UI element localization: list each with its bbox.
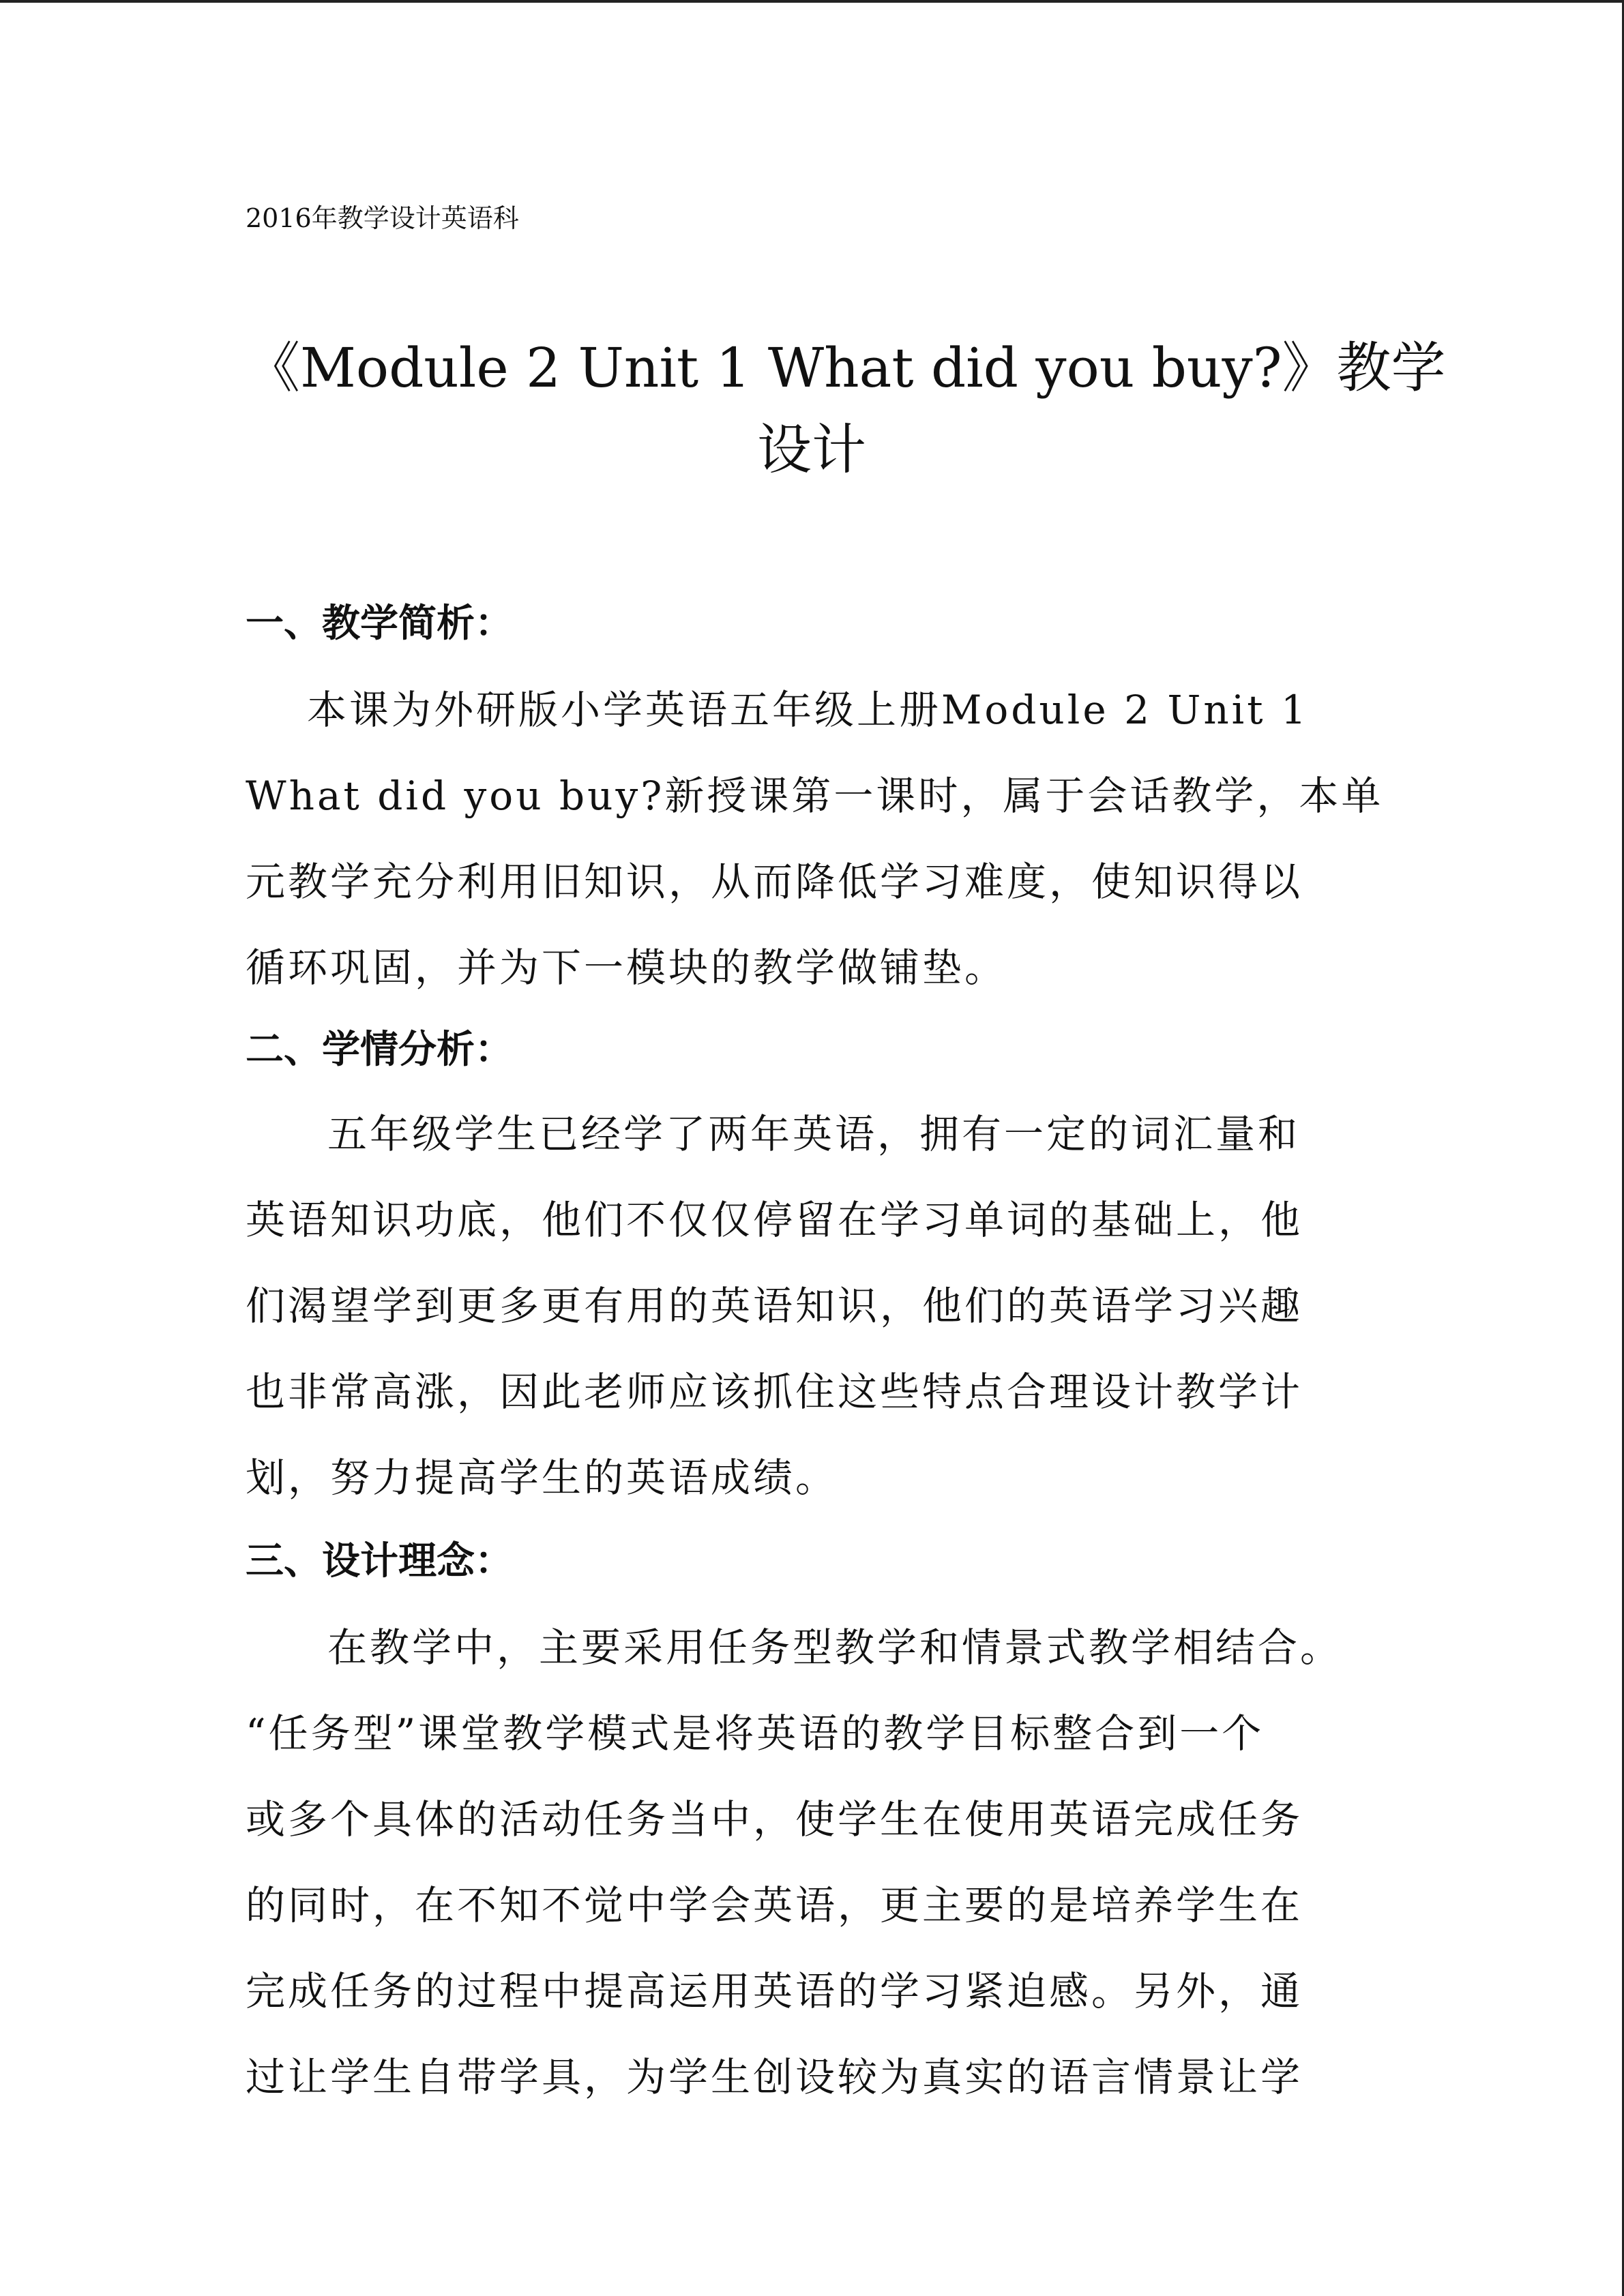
document-title (246, 327, 1446, 491)
section-heading-design-concept: 三、设计理念： (246, 1539, 513, 1583)
paragraph-line: 们渴望学到更多更有用的英语知识，他们的英语学习兴趣 (246, 1283, 1303, 1329)
paragraph-line: 英语知识功底，他们不仅仅停留在学习单词的基础上，他 (246, 1197, 1303, 1243)
paragraph-line: 循环巩固，并为下一模块的教学做铺垫。 (246, 944, 1007, 991)
paragraph-line: 也非常高涨，因此老师应该抓住这些特点合理设计教学计 (246, 1369, 1303, 1415)
paragraph-line: 的同时，在不知不觉中学会英语，更主要的是培养学生在 (246, 1882, 1303, 1928)
section-body-teaching-analysis (246, 667, 1384, 1011)
paragraph-line: 或多个具体的活动任务当中，使学生在使用英语完成任务 (246, 1796, 1303, 1843)
paragraph-line: 完成任务的过程中提高运用英语的学习紧迫感。另外，通 (246, 1968, 1303, 2014)
section-body-design-concept (246, 1605, 1378, 2120)
paragraph-line: What did you buy?新授课第一课时，属于会话教学，本单 (246, 773, 1384, 819)
paragraph-line: 元教学充分利用旧知识，从而降低学习难度，使知识得以 (246, 859, 1303, 905)
paragraph-line: 在教学中，主要采用任务型教学和情景式教学相结合。 (327, 1624, 1343, 1671)
header-note: 2016年教学设计英语科 (246, 203, 519, 233)
section-body-student-analysis (246, 1091, 1378, 1521)
paragraph-line: 过让学生自带学具，为学生创设较为真实的语言情景让学 (246, 2054, 1303, 2100)
title-line-1: 《Module 2 Unit 1 What did you buy?》教学 (246, 336, 1446, 400)
section-heading-student-analysis: 二、学情分析： (246, 1028, 513, 1072)
section-heading-teaching-analysis: 一、教学简析： (246, 601, 513, 646)
paragraph-line: 本课为外研版小学英语五年级上册Module 2 Unit 1 (307, 687, 1309, 733)
top-border-line (0, 0, 1624, 3)
paragraph-line: “任务型”课堂教学模式是将英语的教学目标整合到一个 (246, 1710, 1265, 1757)
paragraph-line: 五年级学生已经学了两年英语，拥有一定的词汇量和 (327, 1111, 1301, 1157)
title-line-2: 设计 (757, 418, 866, 481)
paragraph-line: 划，努力提高学生的英语成绩。 (246, 1455, 838, 1501)
